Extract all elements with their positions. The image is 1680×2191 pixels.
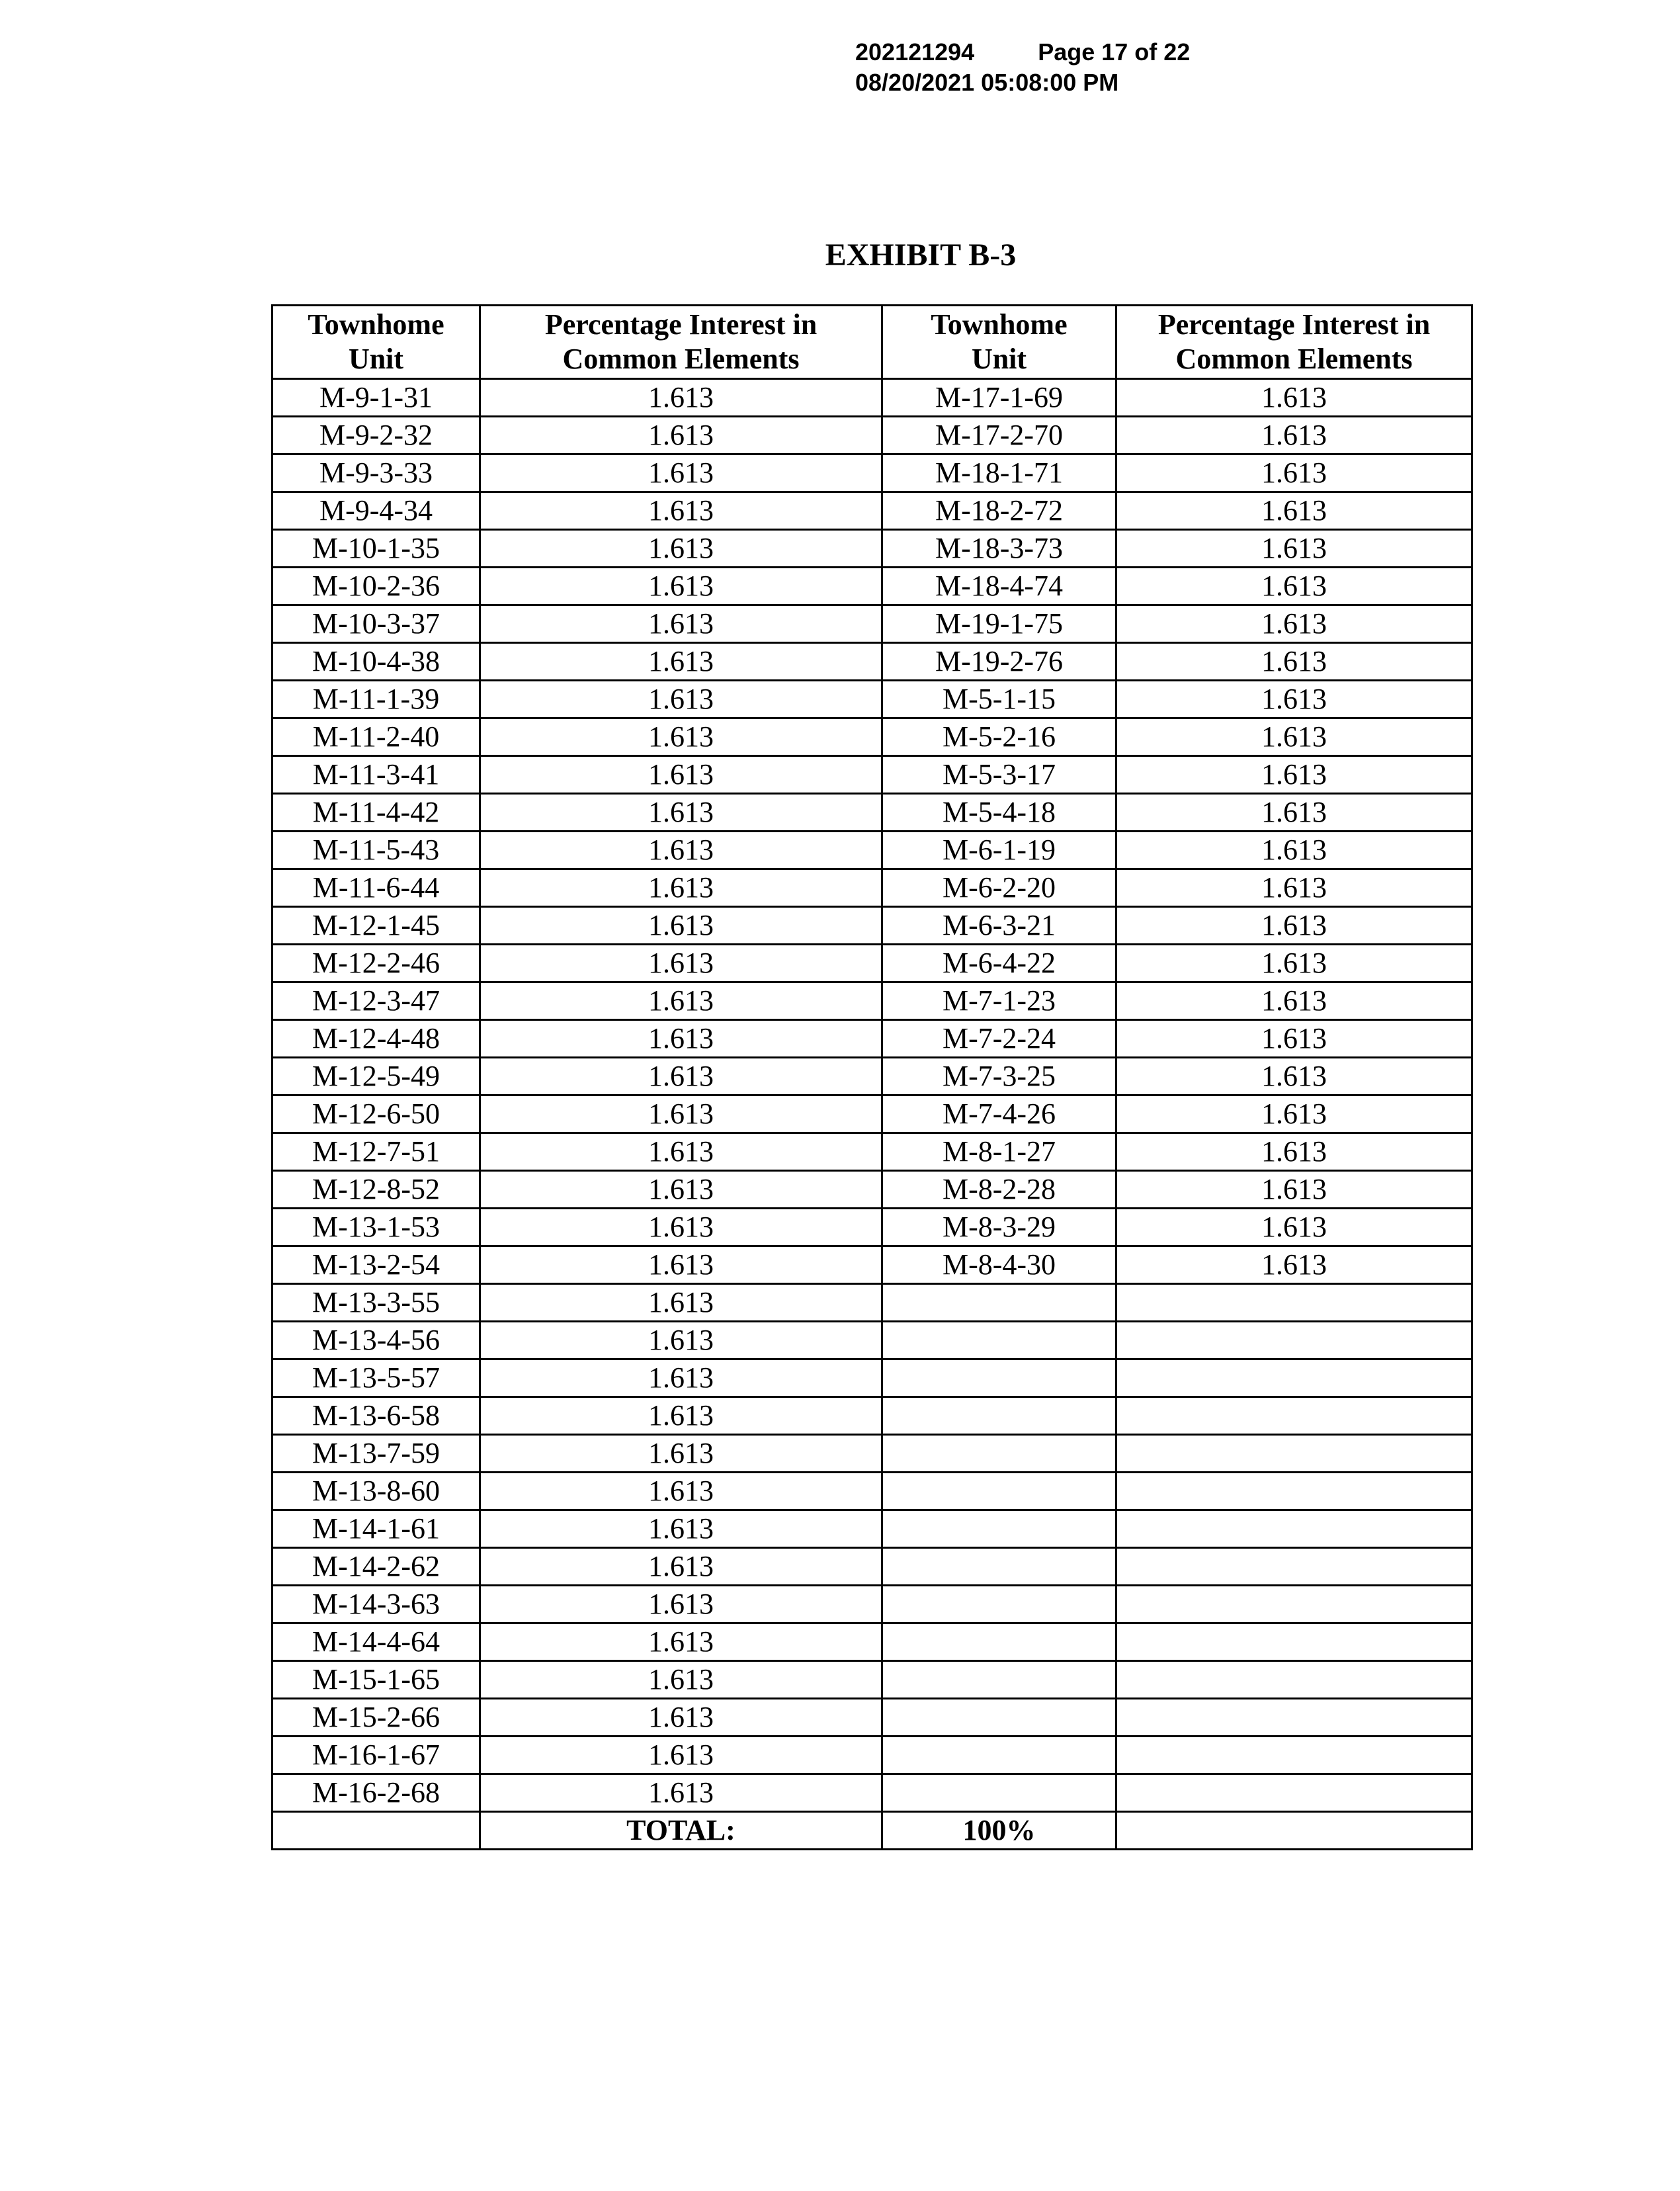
header-percentage-right: Percentage Interest in Common Elements (1116, 306, 1472, 379)
percentage-cell-right: 1.613 (1116, 454, 1472, 492)
exhibit-title: EXHIBIT B-3 (825, 237, 1017, 273)
percentage-cell-right: 1.613 (1116, 492, 1472, 530)
recording-datetime: 08/20/2021 05:08:00 PM (855, 69, 1119, 96)
unit-cell-right (882, 1473, 1116, 1510)
table-row (273, 1359, 1472, 1397)
percentage-cell-right (1116, 1397, 1472, 1435)
unit-cell-right: M-8-4-30 (882, 1246, 1116, 1284)
percentage-cell-right: 1.613 (1116, 530, 1472, 568)
header-townhome-unit-left: Townhome Unit (273, 306, 480, 379)
percentage-cell-right: 1.613 (1116, 1020, 1472, 1058)
table-row (273, 492, 1472, 530)
unit-cell-right: M-18-2-72 (882, 492, 1116, 530)
table-row (273, 1096, 1472, 1133)
table-row (273, 756, 1472, 794)
total-blank-cell (273, 1812, 480, 1850)
unit-cell-right (882, 1435, 1116, 1473)
percentage-cell-left: 1.613 (480, 1359, 882, 1397)
unit-cell-right (882, 1774, 1116, 1812)
percentage-cell-left: 1.613 (480, 982, 882, 1020)
unit-cell-right: M-6-3-21 (882, 907, 1116, 945)
percentage-cell-left: 1.613 (480, 681, 882, 718)
unit-cell-right (882, 1284, 1116, 1322)
page-number: Page 17 of 22 (1038, 38, 1191, 65)
unit-cell-left: M-9-4-34 (273, 492, 480, 530)
unit-cell-left: M-15-2-66 (273, 1699, 480, 1737)
unit-cell-left: M-16-2-68 (273, 1774, 480, 1812)
unit-cell-left: M-9-1-31 (273, 379, 480, 417)
unit-cell-right: M-7-1-23 (882, 982, 1116, 1020)
table-row (273, 1774, 1472, 1812)
unit-cell-right: M-5-3-17 (882, 756, 1116, 794)
unit-cell-right (882, 1623, 1116, 1661)
table-row (273, 1020, 1472, 1058)
percentage-cell-left: 1.613 (480, 492, 882, 530)
percentage-cell-left: 1.613 (480, 1322, 882, 1359)
percentage-cell-left: 1.613 (480, 1548, 882, 1586)
unit-cell-right: M-18-4-74 (882, 568, 1116, 605)
percentage-cell-right: 1.613 (1116, 907, 1472, 945)
unit-cell-right (882, 1661, 1116, 1699)
header-townhome-unit-right: Townhome Unit (882, 306, 1116, 379)
unit-cell-left: M-9-3-33 (273, 454, 480, 492)
percentage-cell-left: 1.613 (480, 718, 882, 756)
unit-cell-left: M-13-4-56 (273, 1322, 480, 1359)
unit-cell-right: M-6-4-22 (882, 945, 1116, 982)
percentage-cell-left: 1.613 (480, 530, 882, 568)
percentage-cell-right: 1.613 (1116, 605, 1472, 643)
table-row (273, 1209, 1472, 1246)
table-row (273, 1661, 1472, 1699)
unit-cell-left: M-11-5-43 (273, 832, 480, 869)
percentage-cell-right: 1.613 (1116, 832, 1472, 869)
unit-cell-left: M-14-2-62 (273, 1548, 480, 1586)
percentage-cell-left: 1.613 (480, 1774, 882, 1812)
unit-cell-left: M-11-1-39 (273, 681, 480, 718)
table-row (273, 1284, 1472, 1322)
percentage-cell-left: 1.613 (480, 756, 882, 794)
table-row (273, 1737, 1472, 1774)
table-row (273, 1548, 1472, 1586)
recording-stamp (855, 37, 1190, 98)
total-value: 100% (882, 1812, 1116, 1850)
table-row (273, 1246, 1472, 1284)
total-row (273, 1812, 1472, 1850)
percentage-cell-left: 1.613 (480, 1209, 882, 1246)
unit-cell-left: M-10-3-37 (273, 605, 480, 643)
percentage-cell-left: 1.613 (480, 1661, 882, 1699)
percentage-cell-right (1116, 1661, 1472, 1699)
percentage-cell-left: 1.613 (480, 832, 882, 869)
table-row (273, 417, 1472, 454)
unit-cell-left: M-13-7-59 (273, 1435, 480, 1473)
unit-cell-left: M-13-8-60 (273, 1473, 480, 1510)
table-row (273, 1435, 1472, 1473)
unit-cell-right: M-5-1-15 (882, 681, 1116, 718)
document-number: 202121294 (855, 38, 975, 65)
percentage-cell-right: 1.613 (1116, 794, 1472, 832)
percentage-cell-left: 1.613 (480, 1473, 882, 1510)
unit-cell-left: M-12-1-45 (273, 907, 480, 945)
unit-cell-left: M-12-6-50 (273, 1096, 480, 1133)
unit-cell-right: M-5-2-16 (882, 718, 1116, 756)
unit-cell-left: M-12-3-47 (273, 982, 480, 1020)
percentage-cell-left: 1.613 (480, 605, 882, 643)
percentage-cell-left: 1.613 (480, 1510, 882, 1548)
unit-cell-left: M-11-4-42 (273, 794, 480, 832)
percentage-cell-right: 1.613 (1116, 756, 1472, 794)
table-row (273, 718, 1472, 756)
table-row (273, 1397, 1472, 1435)
unit-cell-left: M-12-8-52 (273, 1171, 480, 1209)
unit-cell-left: M-12-2-46 (273, 945, 480, 982)
percentage-cell-left: 1.613 (480, 643, 882, 681)
unit-cell-right: M-7-4-26 (882, 1096, 1116, 1133)
unit-cell-right: M-18-1-71 (882, 454, 1116, 492)
percentage-cell-right: 1.613 (1116, 1209, 1472, 1246)
unit-cell-right: M-7-2-24 (882, 1020, 1116, 1058)
percentage-cell-right: 1.613 (1116, 1246, 1472, 1284)
unit-cell-left: M-16-1-67 (273, 1737, 480, 1774)
percentage-cell-right (1116, 1586, 1472, 1623)
percentage-cell-right (1116, 1774, 1472, 1812)
table-row (273, 643, 1472, 681)
percentage-cell-left: 1.613 (480, 945, 882, 982)
percentage-cell-right (1116, 1548, 1472, 1586)
unit-cell-right (882, 1586, 1116, 1623)
table-row (273, 1171, 1472, 1209)
unit-cell-right (882, 1397, 1116, 1435)
percentage-cell-right (1116, 1473, 1472, 1510)
unit-cell-left: M-10-1-35 (273, 530, 480, 568)
unit-cell-left: M-15-1-65 (273, 1661, 480, 1699)
percentage-cell-left: 1.613 (480, 1058, 882, 1096)
unit-cell-right (882, 1548, 1116, 1586)
percentage-cell-right: 1.613 (1116, 1133, 1472, 1171)
table-row (273, 1473, 1472, 1510)
stamp-line-1 (855, 37, 1190, 67)
unit-cell-right: M-17-2-70 (882, 417, 1116, 454)
total-blank-cell-right (1116, 1812, 1472, 1850)
unit-cell-right: M-6-1-19 (882, 832, 1116, 869)
unit-cell-left: M-14-1-61 (273, 1510, 480, 1548)
unit-cell-right: M-18-3-73 (882, 530, 1116, 568)
unit-cell-left: M-11-6-44 (273, 869, 480, 907)
unit-cell-right: M-19-1-75 (882, 605, 1116, 643)
unit-cell-left: M-13-6-58 (273, 1397, 480, 1435)
percentage-cell-left: 1.613 (480, 1397, 882, 1435)
percentage-cell-left: 1.613 (480, 907, 882, 945)
unit-cell-left: M-14-4-64 (273, 1623, 480, 1661)
percentage-interest-table (271, 304, 1473, 1850)
percentage-cell-right (1116, 1322, 1472, 1359)
percentage-cell-left: 1.613 (480, 1020, 882, 1058)
percentage-cell-left: 1.613 (480, 1096, 882, 1133)
table-row (273, 568, 1472, 605)
unit-cell-left: M-13-1-53 (273, 1209, 480, 1246)
percentage-cell-left: 1.613 (480, 379, 882, 417)
unit-cell-right: M-8-3-29 (882, 1209, 1116, 1246)
unit-cell-right: M-5-4-18 (882, 794, 1116, 832)
percentage-cell-right (1116, 1737, 1472, 1774)
percentage-cell-left: 1.613 (480, 1586, 882, 1623)
unit-cell-left: M-13-3-55 (273, 1284, 480, 1322)
table-row (273, 1322, 1472, 1359)
table-body (273, 379, 1472, 1812)
table-row (273, 869, 1472, 907)
percentage-cell-left: 1.613 (480, 1623, 882, 1661)
percentage-cell-right: 1.613 (1116, 718, 1472, 756)
percentage-cell-right (1116, 1359, 1472, 1397)
unit-cell-left: M-11-2-40 (273, 718, 480, 756)
percentage-cell-right (1116, 1510, 1472, 1548)
percentage-cell-right: 1.613 (1116, 681, 1472, 718)
table-row (273, 530, 1472, 568)
unit-cell-left: M-13-2-54 (273, 1246, 480, 1284)
table-row (273, 907, 1472, 945)
table-header-row (273, 306, 1472, 379)
percentage-cell-left: 1.613 (480, 869, 882, 907)
percentage-cell-left: 1.613 (480, 1133, 882, 1171)
total-label: TOTAL: (480, 1812, 882, 1850)
unit-cell-right: M-8-1-27 (882, 1133, 1116, 1171)
percentage-cell-right: 1.613 (1116, 1171, 1472, 1209)
table-row (273, 454, 1472, 492)
percentage-cell-right: 1.613 (1116, 1058, 1472, 1096)
percentage-cell-left: 1.613 (480, 417, 882, 454)
table-row (273, 1133, 1472, 1171)
percentage-cell-left: 1.613 (480, 1284, 882, 1322)
percentage-cell-right (1116, 1699, 1472, 1737)
table-row (273, 1510, 1472, 1548)
unit-cell-right: M-8-2-28 (882, 1171, 1116, 1209)
percentage-cell-right: 1.613 (1116, 568, 1472, 605)
unit-cell-right (882, 1737, 1116, 1774)
unit-cell-left: M-9-2-32 (273, 417, 480, 454)
table-row (273, 982, 1472, 1020)
header-percentage-left: Percentage Interest in Common Elements (480, 306, 882, 379)
percentage-cell-right: 1.613 (1116, 945, 1472, 982)
percentage-cell-right: 1.613 (1116, 982, 1472, 1020)
unit-cell-right (882, 1510, 1116, 1548)
table-row (273, 1058, 1472, 1096)
unit-cell-right (882, 1699, 1116, 1737)
unit-cell-left: M-12-7-51 (273, 1133, 480, 1171)
percentage-cell-right: 1.613 (1116, 643, 1472, 681)
percentage-cell-right: 1.613 (1116, 379, 1472, 417)
unit-cell-right: M-17-1-69 (882, 379, 1116, 417)
percentage-cell-left: 1.613 (480, 1435, 882, 1473)
unit-cell-right: M-19-2-76 (882, 643, 1116, 681)
percentage-cell-left: 1.613 (480, 568, 882, 605)
table-row (273, 605, 1472, 643)
percentage-cell-left: 1.613 (480, 1699, 882, 1737)
unit-cell-left: M-14-3-63 (273, 1586, 480, 1623)
table-row (273, 1699, 1472, 1737)
unit-cell-left: M-10-2-36 (273, 568, 480, 605)
table-row (273, 832, 1472, 869)
percentage-cell-right: 1.613 (1116, 417, 1472, 454)
percentage-cell-left: 1.613 (480, 1737, 882, 1774)
percentage-cell-left: 1.613 (480, 454, 882, 492)
percentage-cell-right (1116, 1284, 1472, 1322)
table-row (273, 681, 1472, 718)
table-row (273, 945, 1472, 982)
unit-cell-right (882, 1359, 1116, 1397)
unit-cell-left: M-10-4-38 (273, 643, 480, 681)
unit-cell-left: M-13-5-57 (273, 1359, 480, 1397)
unit-cell-right: M-7-3-25 (882, 1058, 1116, 1096)
table-row (273, 379, 1472, 417)
percentage-cell-right (1116, 1623, 1472, 1661)
unit-cell-left: M-11-3-41 (273, 756, 480, 794)
table-row (273, 1586, 1472, 1623)
unit-cell-left: M-12-5-49 (273, 1058, 480, 1096)
table-row (273, 794, 1472, 832)
percentage-cell-left: 1.613 (480, 794, 882, 832)
percentage-cell-right (1116, 1435, 1472, 1473)
unit-cell-right (882, 1322, 1116, 1359)
unit-cell-right: M-6-2-20 (882, 869, 1116, 907)
table-row (273, 1623, 1472, 1661)
percentage-cell-left: 1.613 (480, 1171, 882, 1209)
percentage-cell-right: 1.613 (1116, 1096, 1472, 1133)
unit-cell-left: M-12-4-48 (273, 1020, 480, 1058)
percentage-cell-left: 1.613 (480, 1246, 882, 1284)
percentage-cell-right: 1.613 (1116, 869, 1472, 907)
